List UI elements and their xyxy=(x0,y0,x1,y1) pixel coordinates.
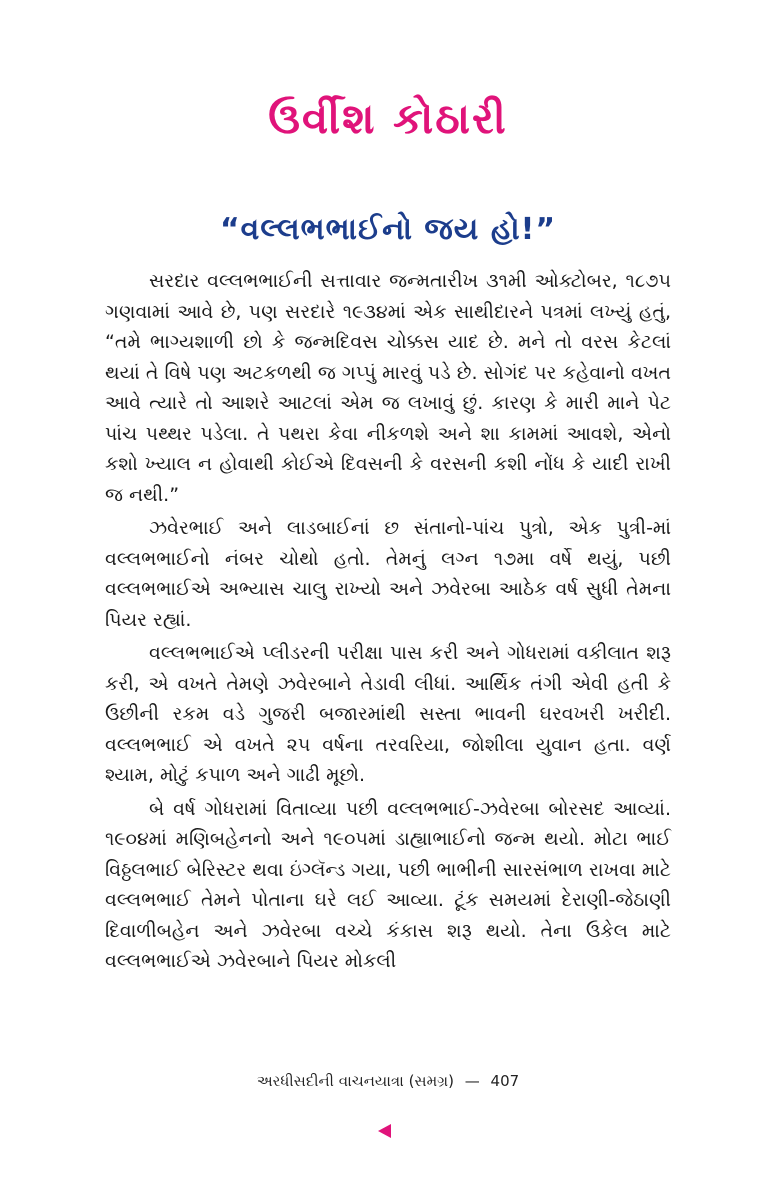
prev-arrow-icon[interactable] xyxy=(378,1124,391,1138)
article-body xyxy=(105,266,671,977)
paragraph-3: વલ્લભભાઈએ પ્લીડરની પરીક્ષા પાસ કરી અને ગોધરામાં વકીલાત શરૂ કરી, એ વખતે તેમણે ઝવેરબાને તેડાવી લીધાં. આર્થિક તંગી એવી હતી કે ઉછીની રકમ વડે ગુજરી બજારમાંથી સસ્તા ભાવની ઘરવખરી ખરીદી. વલ્લભભાઈ એ વખતે ૨૫ વર્ષના તરવરિયા, જોશીલા યુવાન હતા. વર્ણ શ્યામ, મોટું કપાળ અને ગાઢી મૂછો. xyxy=(105,642,671,786)
book-title: અરધીસદીની વાચનયાત્રા (સમગ્ર) xyxy=(256,1072,454,1090)
paragraph-2: ઝવેરભાઈ અને લાડબાઈનાં છ સંતાનો-પાંચ પુત્રો, એક પુત્રી-માં વલ્લભભાઈનો નંબર ચોથો હતો. તેમનું લગ્ન ૧૭મા વર્ષે થયું, પછી વલ્લભભાઈએ અભ્યાસ ચાલુ રાખ્યો અને ઝવેરબા આઠેક વર્ષ સુધી તેમના પિયર રહ્યાં. xyxy=(105,517,671,631)
author-name: ઉર્વીશ કોઠારી xyxy=(268,94,508,143)
article-title: “વલ્લભભાઈનો જય હો!” xyxy=(219,212,557,247)
footer-separator: — xyxy=(464,1072,480,1090)
paragraph-4: બે વર્ષ ગોધરામાં વિતાવ્યા પછી વલ્લભભાઈ-ઝવેરબા બોરસદ આવ્યાં. ૧૯૦૪માં મણિબહેનનો અને ૧૯૦૫માં ડાહ્યાભાઈનો જન્મ થયો. મોટા ભાઈ વિઠ્ઠલભાઈ બેરિસ્ટર થવા ઇંગ્લૅન્ડ ગયા, પછી ભાભીની સારસંભાળ રાખવા માટે વલ્લભભાઈ તેમને પોતાના ઘરે લઈ આવ્યા. ટૂંક સમયમાં દેરાણી-જેઠાણી દિવાળીબહેન અને ઝવેરબા વચ્ચે કંકાસ શરૂ થયો. તેના ઉકેલ માટે વલ્લભભાઈએ ઝવેરબાને પિયર મોકલી xyxy=(105,797,671,972)
paragraph-1: સરદાર વલ્લભભાઈની સત્તાવાર જન્મતારીખ ૩૧મી ઓક્ટોબર, ૧૮૭૫ ગણવામાં આવે છે, પણ સરદારે ૧૯૩૪માં એક સાથીદારને પત્રમાં લખ્યું હતું, “તમે ભાગ્યશાળી છો કે જન્મદિવસ ચોક્કસ યાદ છે. મને તો વરસ કેટલાં થયાં તે વિષે પણ અટકળથી જ ગપ્પું મારવું પડે છે. સોગંદ પર કહેવાનો વખત આવે ત્યારે તો આશરે આટલાં એમ જ લખાવું છું. કારણ કે મારી માને પેટ પાંચ પથ્થર પડેલા. તે પથરા કેવા નીકળશે અને શા કામમાં આવશે, એનો કશો ખ્યાલ ન હોવાથી કોઈએ દિવસની કે વરસની કશી નોંધ કે યાદી રાખી જ નથી.” xyxy=(105,270,671,506)
page-footer xyxy=(0,1072,776,1090)
page-number: 407 xyxy=(490,1072,520,1090)
